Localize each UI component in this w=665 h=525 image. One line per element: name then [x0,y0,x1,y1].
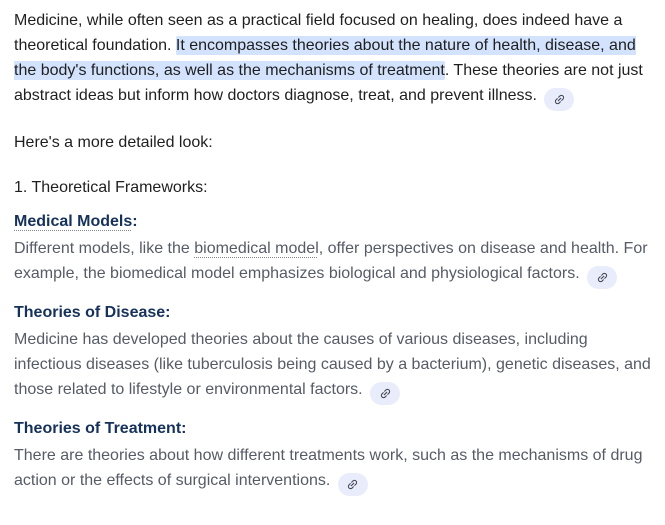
link-icon [553,93,566,106]
intro-paragraph [14,8,652,111]
theories-of-treatment-paragraph [14,443,652,496]
theories-of-disease-paragraph [14,327,652,405]
paragraph-text: Medicine has developed theories about the causes of various diseases, including infectious diseases (like tuberculosis being caused by a bacterium), genetic diseases, and those related to lifestyle or environmental factors. [14,331,651,398]
link-icon [596,271,609,284]
medical-models-link[interactable]: Medical Models [14,213,133,230]
link-icon [346,478,359,491]
subheading-medical-models [14,209,652,234]
citation-link-button[interactable] [587,266,617,289]
subheading-colon: : [132,213,138,230]
subheading-text: Theories of Disease [14,304,166,321]
paragraph-text: Different models, like the [14,240,195,257]
subheading-text: Theories of Treatment [14,420,182,437]
biomedical-model-link[interactable]: biomedical model [194,240,319,257]
intro-paragraph-text-after: . These theories are not just abstract ideas but inform how doctors diagnose, treat, and prevent illness. [14,62,643,104]
citation-link-button[interactable] [370,382,400,405]
citation-link-button[interactable] [338,473,368,496]
detailed-look-line: Here's a more detailed look: [14,134,213,151]
subheading-theories-of-treatment [14,416,652,441]
paragraph-text-after: , offer perspectives on disease and health. For example, the biomedical model emphasizes biological and physiological factors. [14,240,648,282]
medical-models-paragraph [14,236,652,289]
link-icon [379,387,392,400]
highlighted-snippet: It encompasses theories about the nature of health, disease, and the body's functions, as well as the mechanisms of treatment [14,37,636,79]
subheading-colon: : [181,420,187,437]
subheading-colon: : [165,304,171,321]
paragraph-text: There are theories about how different treatments work, such as the mechanisms of drug action or the effects of surgical interventions. [14,447,643,489]
intro-paragraph-text: Medicine, while often seen as a practical field focused on healing, does indeed have a theoretical foundation. [14,12,623,54]
section-title: 1. Theoretical Frameworks: [14,179,208,196]
citation-link-button[interactable] [544,88,574,111]
subheading-theories-of-disease [14,300,652,325]
